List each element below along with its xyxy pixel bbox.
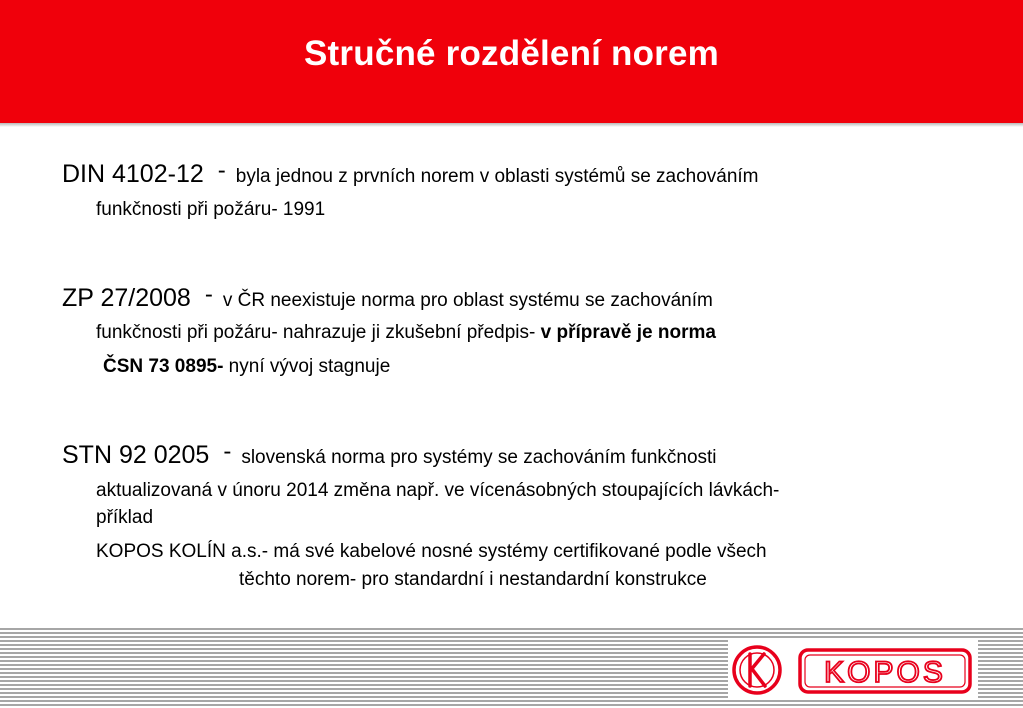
zp-heading-line — [62, 281, 713, 313]
zp-line2-bold: v přípravě je norma — [540, 322, 716, 343]
note-line-2: těchto norem- pro standardní i nestandardní konstrukce — [239, 569, 707, 590]
zp-csn-text: nyní vývoj stagnuje — [223, 356, 391, 377]
kopos-logo-graphic — [728, 640, 978, 700]
din-description-cont: funkčnosti při požáru- 1991 — [96, 199, 326, 220]
banner-shadow — [0, 123, 1023, 127]
stn-description: slovenská norma pro systémy se zachováním funkčnosti — [241, 447, 717, 468]
zp-description-cont — [96, 322, 716, 344]
stn-heading-line — [62, 438, 717, 470]
page-title: Stručné rozdělení norem — [304, 33, 719, 73]
zp-dash: - — [204, 281, 213, 308]
din-dash: - — [217, 157, 226, 184]
stn-description-cont: aktualizovaná v únoru 2014 změna např. ve vícenásobných stoupajících lávkách- — [96, 480, 780, 501]
title-banner — [0, 0, 1023, 123]
note-line-1: KOPOS KOLÍN a.s.- má své kabelové nosné systémy certifikované podle všech — [96, 541, 767, 562]
kopos-wordmark: KOPOS — [824, 656, 946, 689]
din-code: DIN 4102-12 — [62, 160, 204, 188]
din-description: byla jednou z prvních norem v oblasti systémů se zachováním — [235, 166, 759, 187]
stn-code: STN 92 0205 — [62, 441, 210, 469]
zp-csn-line — [103, 356, 390, 378]
stn-dash: - — [223, 438, 232, 465]
zp-line2-text: funkčnosti při požáru- nahrazuje ji zkušební předpis- — [96, 322, 541, 343]
din-heading-line — [62, 157, 759, 189]
zp-csn-code: ČSN 73 0895- — [103, 356, 224, 377]
zp-code: ZP 27/2008 — [62, 284, 191, 312]
zp-description: v ČR neexistuje norma pro oblast systému se zachováním — [222, 290, 713, 311]
stn-description-cont2: příklad — [96, 507, 154, 528]
kopos-logo — [728, 640, 978, 700]
